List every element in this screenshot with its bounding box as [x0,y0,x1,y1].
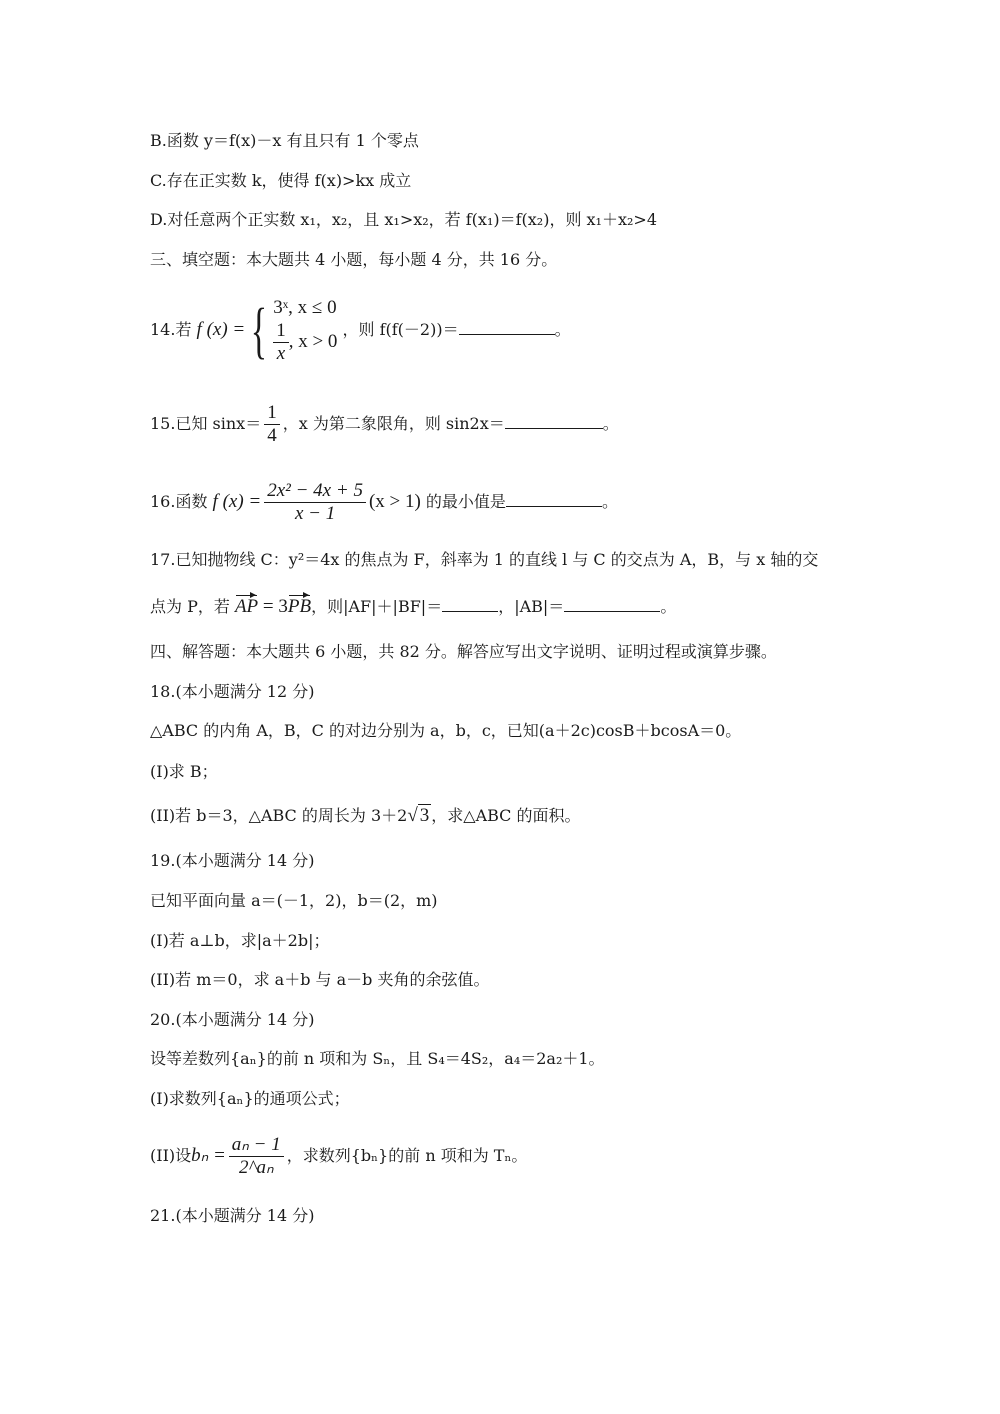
q19-part-i: (I)若 a⊥b，求|a＋2b|； [150,931,330,950]
q18-part-i: (I)求 B； [150,762,218,781]
q15-end: 。 [602,414,619,433]
q20-denominator: 2^aₙ [238,1157,274,1178]
case-2 [273,320,337,365]
q18-body: △ABC 的内角 A，B，C 的对边分别为 a，b，c，已知(a＋2c)cosB＋bcosA＝0。 [150,721,742,740]
case-2-condition: , x > 0 [288,330,338,352]
q16-suffix: 的最小值是 [425,492,506,511]
question-17-line-2 [150,597,676,617]
case-2-denominator: x [276,343,286,364]
vector-pb: PB [287,596,312,617]
q17-answer-blank-2[interactable] [564,597,660,612]
q16-function: f (x) = [212,491,262,512]
q19-heading: 19.(本小题满分 14 分) [150,851,315,870]
q16-end: 。 [601,492,618,511]
q20-heading: 20.(本小题满分 14 分) [150,1010,315,1029]
q15-suffix: ，x 为第二象限角，则 sin2x＝ [282,414,505,433]
radicand: 3 [419,805,430,826]
q17-prefix: 点为 P，若 [150,597,230,616]
q18-heading: 18.(本小题满分 12 分) [150,682,315,701]
q17-mid: ，则|AF|＋|BF|＝ [311,597,443,616]
question-16 [150,478,618,526]
q14-end: 。 [554,320,571,339]
question-14 [150,292,571,368]
q20-body: 设等差数列{aₙ}的前 n 项和为 Sₙ，且 S₄＝4S₂，a₄＝2a₂＋1。 [150,1049,605,1068]
q18-part-ii [150,806,581,826]
piecewise-cases [273,296,337,365]
q21-heading: 21.(本小题满分 14 分) [150,1206,315,1225]
q17-mid2: ，|AB|＝ [498,597,565,616]
q20-ii-suffix: ，求数列{bₙ}的前 n 项和为 Tₙ。 [286,1146,528,1165]
section-fill-in-heading: 三、填空题：本大题共 4 小题，每小题 4 分，共 16 分。 [150,250,558,269]
q20-part-ii [150,1132,527,1180]
q18-ii-suffix: ，求△ABC 的面积。 [431,806,581,825]
vector-ap: AP [234,596,259,617]
q17-end: 。 [660,597,677,616]
q16-denominator: x − 1 [294,503,336,524]
q15-denominator: 4 [267,425,277,446]
option-c: C.存在正实数 k，使得 f(x)>kx 成立 [150,171,412,190]
q14-function: f (x) = [196,319,246,340]
q14-answer-blank[interactable] [459,320,555,335]
option-b: B.函数 y＝f(x)－x 有且只有 1 个零点 [150,131,419,150]
option-d: D.对任意两个正实数 x₁，x₂，且 x₁>x₂，若 f(x₁)＝f(x₂)，则 x₁＋x₂>4 [150,210,657,229]
q16-prefix: 16.函数 [150,492,208,511]
q14-prefix: 14.若 [150,320,192,339]
section-answer-heading: 四、解答题：本大题共 6 小题，共 82 分。解答应写出文字说明、证明过程或演算步骤。 [150,642,777,661]
q17-answer-blank-1[interactable] [442,597,498,612]
q19-part-ii: (II)若 m＝0，求 a＋b 与 a－b 夹角的余弦值。 [150,970,490,989]
q15-answer-blank[interactable] [505,414,603,429]
q19-body: 已知平面向量 a＝(－1，2)，b＝(2，m) [150,891,438,910]
q16-numerator: 2x² − 4x + 5 [264,480,366,503]
q20-ii-prefix: (II)设 [150,1146,192,1165]
q18-ii-prefix: (II)若 b＝3，△ABC 的周长为 3＋2 [150,806,408,825]
q15-numerator: 1 [264,402,280,425]
case-2-numerator: 1 [273,320,289,343]
q17-equals: = 3 [258,596,288,617]
q15-prefix: 15.已知 sinx＝ [150,414,262,433]
q14-suffix: ，则 f(f(－2))＝ [342,320,459,339]
question-15 [150,400,619,448]
sqrt-three: √ 3 [407,805,430,826]
q20-part-i: (I)求数列{aₙ}的通项公式； [150,1089,350,1108]
case-1: 3ˣ, x ≤ 0 [273,297,337,318]
q20-bn: bₙ = [191,1145,226,1166]
q16-condition: (x > 1) [368,491,421,512]
q16-answer-blank[interactable] [506,492,602,507]
q20-numerator: aₙ − 1 [229,1134,284,1157]
left-brace: { [251,296,268,365]
question-17-line-1: 17.已知抛物线 C：y²＝4x 的焦点为 F，斜率为 1 的直线 l 与 C 的交点为 A，B，与 x 轴的交 [150,550,819,569]
